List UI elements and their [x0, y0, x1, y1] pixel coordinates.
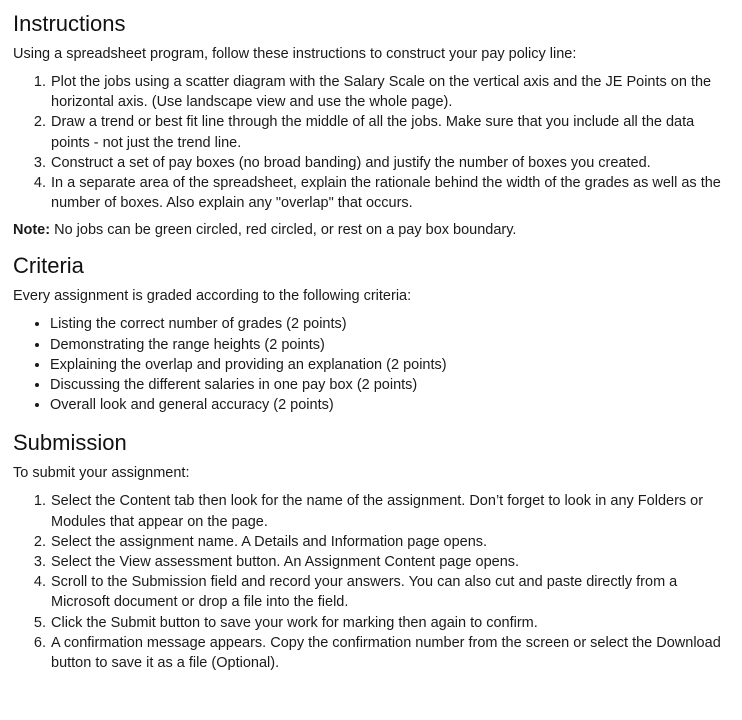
criteria-item: • Demonstrating the range heights (2 points)	[50, 335, 728, 355]
instructions-section	[13, 10, 728, 240]
submission-list	[13, 491, 728, 673]
criteria-section	[13, 252, 728, 415]
instruction-step: 1. Plot the jobs using a scatter diagram with the Salary Scale on the vertical axis and the JE Points on the horizontal axis. (Use landscape view and use the whole page).	[50, 72, 728, 112]
note-label: Note:	[13, 222, 51, 239]
criteria-intro: Every assignment is graded according to the following criteria:	[13, 288, 412, 305]
note-paragraph	[13, 220, 728, 240]
submission-intro: To submit your assignment:	[13, 465, 190, 482]
criteria-item: • Explaining the overlap and providing an explanation (2 points)	[50, 355, 728, 375]
criteria-item: • Discussing the different salaries in one pay box (2 points)	[50, 375, 728, 395]
submission-heading: Submission	[13, 430, 127, 456]
submission-step: 5. Click the Submit button to save your work for marking then again to confirm.	[50, 613, 728, 633]
instructions-heading: Instructions	[13, 11, 126, 36]
criteria-heading: Criteria	[13, 253, 84, 279]
criteria-list	[13, 314, 728, 415]
submission-section	[13, 429, 728, 673]
submission-step: 6. A confirmation message appears. Copy the confirmation number from the screen or select the Download button to save it as a file (Optional).	[50, 633, 728, 673]
instruction-step: 4. In a separate area of the spreadsheet, explain the rationale behind the width of the grades as well as the number of boxes. Also explain any "overlap" that occurs.	[50, 173, 728, 213]
submission-step: 2. Select the assignment name. A Details and Information page opens.	[50, 532, 728, 552]
note-text: No jobs can be green circled, red circled, or rest on a pay box boundary.	[50, 222, 517, 239]
submission-step: 3. Select the View assessment button. An Assignment Content page opens.	[50, 552, 728, 572]
instructions-intro: Using a spreadsheet program, follow these instructions to construct your pay policy line:	[13, 46, 577, 62]
submission-step: 1. Select the Content tab then look for the name of the assignment. Don’t forget to look in any Folders or Modules that appear on the page.	[50, 491, 728, 531]
criteria-item: • Listing the correct number of grades (2 points)	[50, 314, 728, 334]
criteria-item: • Overall look and general accuracy (2 points)	[50, 395, 728, 415]
instructions-list	[13, 72, 728, 213]
submission-step: 4. Scroll to the Submission field and record your answers. You can also cut and paste directly from a Microsoft document or drop a file into the field.	[50, 572, 728, 612]
instruction-step: 2. Draw a trend or best fit line through the middle of all the jobs. Make sure that you include all the data points - not just the trend line.	[50, 112, 728, 152]
instruction-step: 3. Construct a set of pay boxes (no broad banding) and justify the number of boxes you created.	[50, 153, 728, 173]
